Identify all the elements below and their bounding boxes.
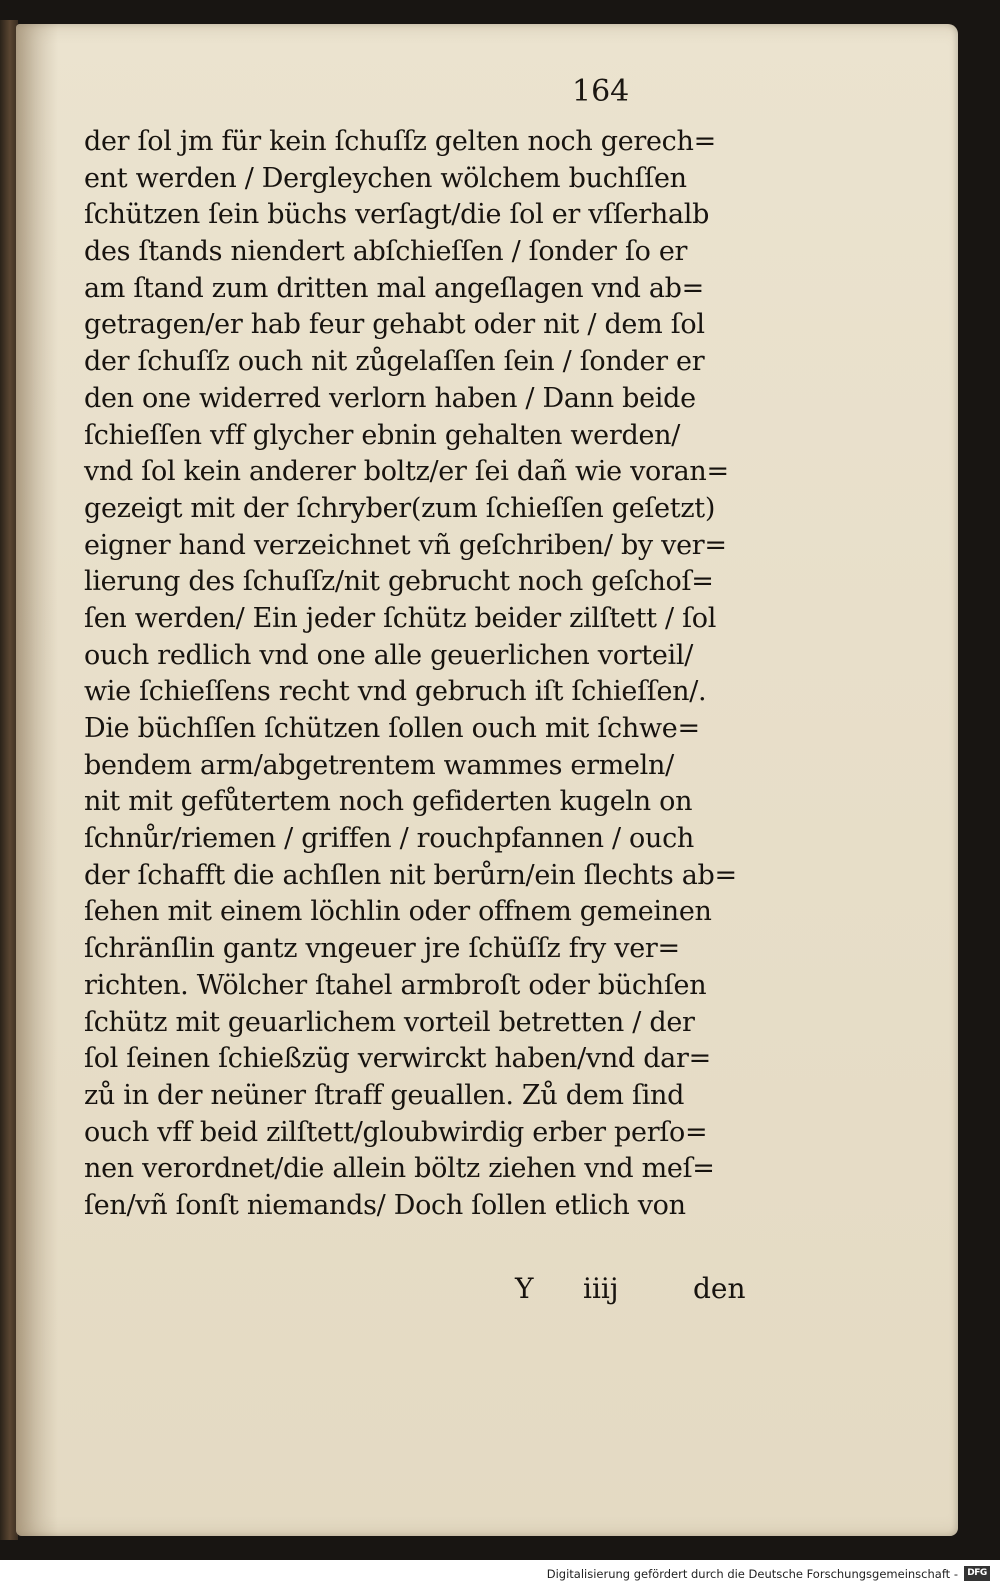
text-line: ſchränſlin gantz vngeuer jre ſchüſſz fry ver= bbox=[84, 933, 680, 965]
text-line: des ſtands niendert abſchieſſen / ſonder ſo er bbox=[84, 236, 688, 268]
dfg-logo: DFG bbox=[964, 1566, 990, 1581]
signature-folio: iiij bbox=[583, 1272, 619, 1305]
text-line: nen verordnet/die allein böltz ziehen vnd meſ= bbox=[84, 1153, 715, 1185]
page-number: 164 bbox=[572, 74, 630, 109]
funding-credit: Digitalisierung gefördert durch die Deutsche Forschungsgemeinschaft - bbox=[546, 1567, 958, 1581]
text-line: eigner hand verzeichnet vñ geſchriben/ by ver= bbox=[84, 529, 727, 561]
text-line: ſen werden/ Ein jeder ſchütz beider zilſtett / ſol bbox=[84, 602, 717, 634]
text-line: zů in der neüner ſtraff geuallen. Zů dem ſind bbox=[84, 1079, 685, 1111]
text-line: vnd ſol kein anderer boltz/er ſei dañ wie voran= bbox=[84, 456, 729, 488]
text-line: der ſchuſſz ouch nit zůgelaſſen ſein / ſonder er bbox=[84, 346, 705, 378]
text-line: richten. Wölcher ſtahel armbroſt oder büchſen bbox=[84, 969, 707, 1001]
text-line: ſchieſſen vff glycher ebnin gehalten werden/ bbox=[84, 419, 681, 451]
text-line: lierung des ſchuſſz/nit gebrucht noch geſchoſ= bbox=[84, 566, 714, 598]
text-line: ſchnůr/riemen / griffen / rouchpfannen / ouch bbox=[84, 823, 694, 855]
catchword: den bbox=[693, 1272, 746, 1305]
text-line: der ſchafft die achſlen nit berůrn/ein ſlechts ab= bbox=[84, 859, 737, 891]
text-line: ſen/vñ ſonſt niemands/ Doch ſollen etlich von bbox=[84, 1189, 686, 1221]
signature-line bbox=[505, 1272, 755, 1312]
text-line: ſol ſeinen ſchießzüg verwirckt haben/vnd dar= bbox=[84, 1043, 711, 1075]
text-line: Die büchſſen ſchützen ſollen ouch mit ſchwe= bbox=[84, 713, 700, 744]
footer-bar bbox=[0, 1560, 1000, 1589]
text-line: nit mit gefůtertem noch gefiderten kugeln on bbox=[84, 786, 693, 818]
text-line: ſchützen ſein büchs verſagt/die ſol er vſſerhalb bbox=[84, 199, 710, 231]
text-line: der ſol jm für kein ſchuſſz gelten noch gerech= bbox=[84, 126, 716, 157]
text-line: gezeigt mit der ſchryber(zum ſchieſſen geſetzt) bbox=[84, 492, 716, 524]
signature-mark: Y bbox=[515, 1272, 534, 1305]
text-line: ſchütz mit geuarlichem vorteil betretten / der bbox=[84, 1006, 695, 1038]
text-line: am ſtand zum dritten mal angeſlagen vnd ab= bbox=[84, 272, 704, 304]
text-line: ſehen mit einem löchlin oder offnem gemeinen bbox=[84, 896, 712, 928]
text-line: den one widerred verlorn haben / Dann beide bbox=[84, 382, 696, 414]
text-line: ent werden / Dergleychen wölchem buchſſen bbox=[84, 162, 687, 194]
text-line: ouch redlich vnd one alle geuerlichen vorteil/ bbox=[84, 639, 693, 671]
text-line: ouch vff beid zilſtett/gloubwirdig erber perſo= bbox=[84, 1116, 708, 1148]
body-text bbox=[84, 124, 764, 1225]
text-line: wie ſchieſſens recht vnd gebruch iſt ſchieſſen/. bbox=[84, 676, 707, 708]
text-line: getragen/er hab feur gehabt oder nit / dem ſol bbox=[84, 309, 705, 341]
text-line: bendem arm/abgetrentem wammes ermeln/ bbox=[84, 749, 674, 781]
